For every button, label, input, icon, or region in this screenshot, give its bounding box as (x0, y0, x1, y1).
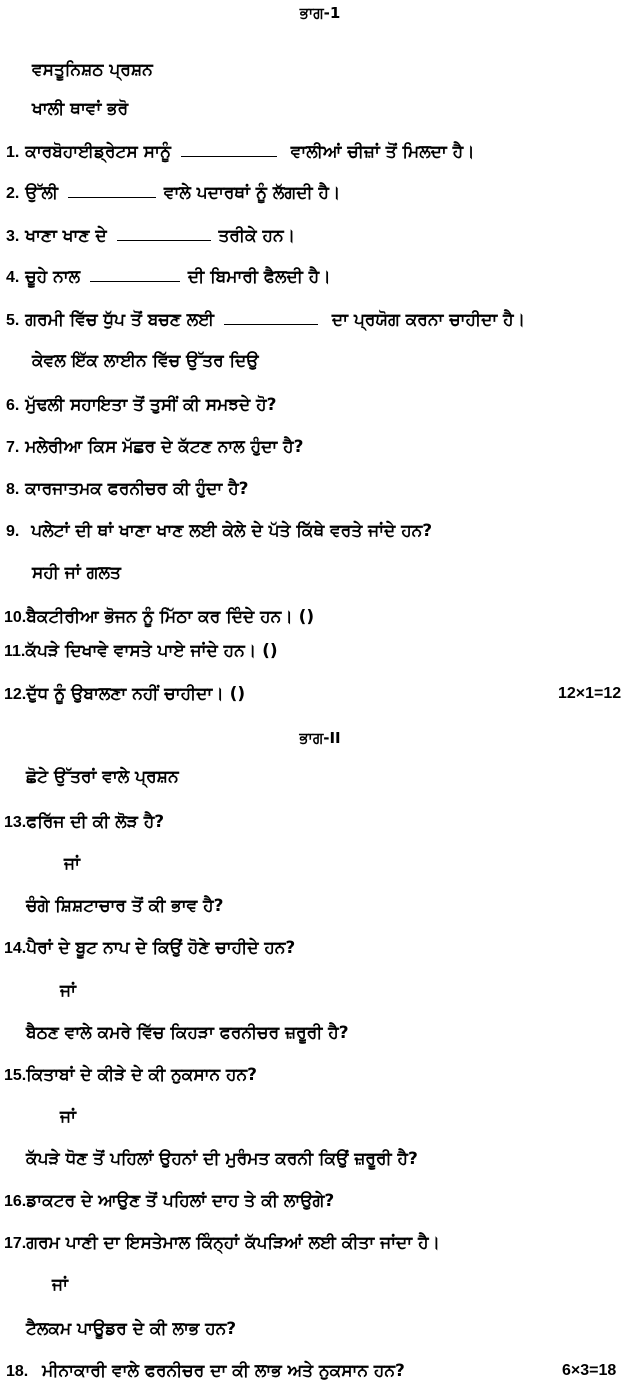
true-false-heading: ਸਹੀ ਜਾਂ ਗਲਤ (32, 563, 121, 583)
question-16 (4, 1190, 334, 1213)
question-11 (4, 640, 278, 663)
blank-line (181, 142, 277, 157)
question-number: 9. (6, 523, 20, 540)
question-text-after: ਵਾਲੀਆਂ ਚੀਜ਼ਾਂ ਤੋਂ ਮਿਲਦਾ ਹੈ। (290, 142, 475, 162)
question-7 (6, 436, 303, 459)
question-17-alt: ਟੈਲਕਮ ਪਾਊਡਰ ਦੇ ਕੀ ਲਾਭ ਹਨ? (26, 1319, 237, 1339)
question-number: 2. (6, 185, 20, 202)
question-number: 16. (4, 1193, 27, 1210)
question-number: 6. (6, 397, 20, 414)
question-text: ਮੀਨਾਕਾਰੀ ਵਾਲੇ ਫਰਨੀਚਰ ਦਾ ਕੀ ਲਾਭ ਅਤੇ ਨੁਕਸਾਨ ਹਨ? (42, 1361, 405, 1381)
question-text-after: ਵਾਲੇ ਪਦਾਰਥਾਂ ਨੂੰ ਲੱਗਦੀ ਹੈ। (163, 183, 341, 203)
question-1 (6, 141, 475, 164)
question-text: ਦੁੱਧ ਨੂੰ ਉਬਾਲਣਾ ਨਹੀਂ ਚਾਹੀਦਾ। () (26, 684, 246, 704)
fill-blanks-heading: ਖਾਲੀ ਥਾਵਾਂ ਭਰੋ (32, 99, 129, 119)
section-short-heading: ਛੋਟੇ ਉੱਤਰਾਂ ਵਾਲੇ ਪ੍ਰਸ਼ਨ (26, 767, 179, 787)
question-10 (4, 606, 314, 629)
question-15-alt: ਕੱਪੜੇ ਧੋਣ ਤੋਂ ਪਹਿਲਾਂ ਉਹਨਾਂ ਦੀ ਮੁਰੰਮਤ ਕਰਨੀ ਕਿਉਂ ਜ਼ਰੂਰੀ ਹੈ? (26, 1149, 418, 1169)
question-6 (6, 394, 276, 417)
section-objective-heading: ਵਸਤੂਨਿਸ਼ਠ ਪ੍ਰਸ਼ਨ (32, 60, 153, 80)
question-text-before: ਕਾਰਬੋਹਾਈਡ੍ਰੇਟਸ ਸਾਨੂੰ (25, 142, 171, 162)
question-13-alt: ਚੰਗੇ ਸ਼ਿਸ਼ਟਾਚਾਰ ਤੋਂ ਕੀ ਭਾਵ ਹੈ? (26, 896, 224, 916)
question-number: 11. (4, 643, 26, 660)
question-number: 5. (6, 312, 20, 329)
question-text-before: ਉੱਲੀ (25, 183, 59, 203)
blank-line (224, 310, 318, 325)
question-17 (4, 1232, 440, 1255)
question-number: 13. (4, 814, 27, 831)
question-text-after: ਤਰੀਕੇ ਹਨ। (218, 226, 296, 246)
or-label: ਜਾਂ (52, 1275, 68, 1295)
blank-line (90, 267, 180, 282)
question-text: ਪੈਰਾਂ ਦੇ ਬੂਟ ਨਾਪ ਦੇ ਕਿਉਂ ਹੋਣੇ ਚਾਹੀਦੇ ਹਨ? (26, 938, 296, 958)
question-text: ਮੁੱਢਲੀ ਸਹਾਇਤਾ ਤੋਂ ਤੁਸੀਂ ਕੀ ਸਮਝਦੇ ਹੋ? (25, 395, 277, 415)
question-text: ਬੈਕਟੀਰੀਆ ਭੋਜਨ ਨੂੰ ਮਿੱਠਾ ਕਰ ਦਿੰਦੇ ਹਨ। () (26, 607, 315, 627)
question-3 (6, 225, 295, 248)
question-8 (6, 478, 249, 501)
question-4 (6, 266, 331, 289)
or-label: ਜਾਂ (60, 1107, 76, 1127)
oneline-heading: ਕੇਵਲ ਇੱਕ ਲਾਈਨ ਵਿੱਚ ਉੱਤਰ ਦਿਉ (32, 351, 259, 371)
question-number: 3. (6, 228, 20, 245)
question-13 (4, 811, 164, 834)
question-12 (4, 683, 245, 706)
question-5 (6, 309, 525, 332)
question-number: 15. (4, 1067, 27, 1084)
or-label: ਜਾਂ (60, 981, 76, 1001)
question-number: 8. (6, 481, 20, 498)
question-text: ਫਰਿੱਜ ਦੀ ਕੀ ਲੋੜ ਹੈ? (26, 812, 165, 832)
question-text: ਗਰਮ ਪਾਣੀ ਦਾ ਇਸਤੇਮਾਲ ਕਿੰਨ੍ਹਾਂ ਕੱਪੜਿਆਂ ਲਈ ਕੀਤਾ ਜਾਂਦਾ ਹੈ। (26, 1233, 440, 1253)
blank-line (68, 183, 156, 198)
question-text-before: ਚੂਹੇ ਨਾਲ (25, 267, 81, 287)
question-text: ਕਿਤਾਬਾਂ ਦੇ ਕੀੜੇ ਦੇ ਕੀ ਨੁਕਸਾਨ ਹਨ? (26, 1065, 257, 1085)
question-9 (6, 520, 432, 543)
question-text: ਕਾਰਜਾਤਮਕ ਫਰਨੀਚਰ ਕੀ ਹੁੰਦਾ ਹੈ? (25, 479, 249, 499)
question-text-before: ਗਰਮੀ ਵਿੱਚ ਧੁੱਪ ਤੋਂ ਬਚਣ ਲਈ (25, 310, 215, 330)
question-text-before: ਖਾਣਾ ਖਾਣ ਦੇ (25, 226, 107, 246)
part1-marks: 12×1=12 (558, 685, 622, 702)
question-2 (6, 182, 340, 205)
question-number: 10. (4, 609, 27, 626)
question-text: ਮਲੇਰੀਆ ਕਿਸ ਮੱਛਰ ਦੇ ਕੱਟਣ ਨਾਲ ਹੁੰਦਾ ਹੈ? (25, 437, 304, 457)
question-number: 1. (6, 144, 20, 161)
question-number: 17. (4, 1235, 27, 1252)
question-14 (4, 937, 295, 960)
question-text: ਡਾਕਟਰ ਦੇ ਆਉਣ ਤੋਂ ਪਹਿਲਾਂ ਦਾਹ ਤੇ ਕੀ ਲਾਉਗੇ? (26, 1191, 335, 1211)
part1-heading: ਭਾਗ-1 (299, 4, 341, 22)
question-number: 4. (6, 269, 20, 286)
question-15 (4, 1064, 257, 1087)
question-number: 14. (4, 940, 27, 957)
part2-heading: ਭਾਗ-II (299, 729, 341, 747)
question-text-after: ਦਾ ਪ੍ਰਯੋਗ ਕਰਨਾ ਚਾਹੀਦਾ ਹੈ। (331, 310, 526, 330)
question-text: ਪਲੇਟਾਂ ਦੀ ਥਾਂ ਖਾਣਾ ਖਾਣ ਲਈ ਕੇਲੇ ਦੇ ਪੱਤੇ ਕਿੱਥੇ ਵਰਤੇ ਜਾਂਦੇ ਹਨ? (31, 521, 433, 541)
or-label: ਜਾਂ (64, 854, 80, 874)
blank-line (117, 226, 211, 241)
question-number: 18. (6, 1363, 29, 1380)
question-text: ਕੱਪੜੇ ਦਿਖਾਵੇ ਵਾਸਤੇ ਪਾਏ ਜਾਂਦੇ ਹਨ। () (25, 641, 278, 661)
part2-marks: 6×3=18 (562, 1362, 617, 1379)
question-14-alt: ਬੈਠਣ ਵਾਲੇ ਕਮਰੇ ਵਿੱਚ ਕਿਹੜਾ ਫਰਨੀਚਰ ਜ਼ਰੂਰੀ ਹੈ? (26, 1023, 349, 1043)
question-number: 7. (6, 439, 20, 456)
question-text-after: ਦੀ ਬਿਮਾਰੀ ਫੈਲਦੀ ਹੈ। (187, 267, 331, 287)
question-18 (6, 1360, 405, 1383)
question-number: 12. (4, 686, 27, 703)
